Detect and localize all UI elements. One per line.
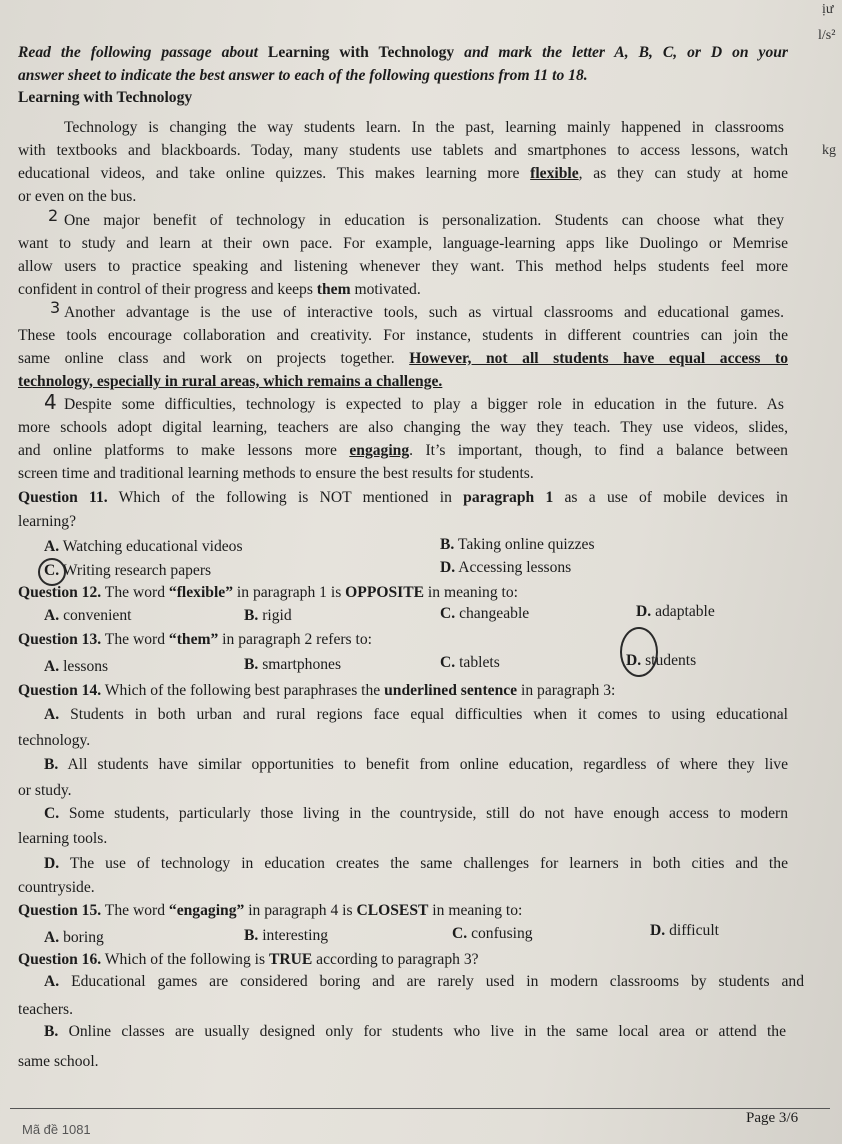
para3-line-3: same online class and work on projects together. However, not all students have equal access to	[18, 350, 788, 367]
para3-line-4: technology, especially in rural areas, which remains a challenge.	[18, 373, 443, 390]
word-flexible: flexible	[530, 165, 579, 182]
q13-option-a[interactable]: A. lessons	[44, 658, 109, 675]
margin-note-top-2: l/s²	[818, 28, 836, 43]
para4-line-2: more schools adopt digital learning, teachers are also changing the way they teach. They use videos, slides,	[18, 419, 788, 436]
q16-stem: Question 16. Which of the following is TRUE according to paragraph 3?	[18, 951, 479, 968]
q14-option-b[interactable]: B. All students have similar opportunities to benefit from online education, regardless of where they live	[44, 756, 788, 773]
margin-note-top: ịư	[822, 2, 834, 17]
para1-line-2: with textbooks and blackboards. Today, many students use tablets and smartphones to access lessons, watch	[18, 142, 788, 159]
q14-option-d-cont: countryside.	[18, 879, 95, 896]
para2-line-2: want to study and learn at their own pace. For example, language-learning apps like Duolingo or Memrise	[18, 235, 788, 252]
q12-option-b[interactable]: B. rigid	[244, 607, 292, 624]
q15-option-c[interactable]: C. confusing	[452, 925, 533, 942]
q14-option-a-cont: technology.	[18, 732, 91, 749]
para4-line-4: screen time and traditional learning methods to ensure the best results for students.	[18, 465, 534, 482]
underlined-sentence: However, not all students have equal access to	[409, 350, 788, 367]
passage-title: Learning with Technology	[18, 89, 193, 106]
q14-option-d[interactable]: D. The use of technology in education creates the same challenges for learners in both cities and the	[44, 855, 788, 872]
q14-option-c-cont: learning tools.	[18, 830, 108, 847]
q13-option-d[interactable]: D. students	[626, 652, 697, 669]
footer-divider	[10, 1108, 830, 1109]
q12-option-d[interactable]: D. adaptable	[636, 603, 715, 620]
para1-line-1: Technology is changing the way students learn. In the past, learning mainly happened in classrooms	[64, 119, 784, 136]
q11-option-d[interactable]: D. Accessing lessons	[440, 559, 572, 576]
q15-option-a[interactable]: A. boring	[44, 929, 104, 946]
page-number: Page 3/6	[746, 1110, 799, 1126]
q13-option-b[interactable]: B. smartphones	[244, 656, 342, 673]
para4-line-3: and online platforms to make lessons more engaging. It’s important, though, to find a balance between	[18, 442, 788, 459]
para4-line-1: Despite some difficulties, technology is expected to play a bigger role in education in the future. As	[64, 396, 784, 413]
q11-stem: Question 11. Which of the following is NOT mentioned in paragraph 1 as a use of mobile devices in	[18, 489, 788, 506]
q14-option-b-cont: or study.	[18, 782, 72, 799]
para2-line-3: allow users to practice speaking and listening whenever they want. This method helps students feel more	[18, 258, 788, 275]
q15-option-b[interactable]: B. interesting	[244, 927, 329, 944]
word-them: them	[316, 281, 351, 298]
q16-option-b-cont: same school.	[18, 1053, 99, 1070]
q11-option-b[interactable]: B. Taking online quizzes	[440, 536, 595, 553]
q12-option-a[interactable]: A. convenient	[44, 607, 132, 624]
para2-line-4: confident in control of their progress and keeps them motivated.	[18, 281, 421, 298]
word-engaging: engaging	[349, 442, 410, 459]
q16-option-a[interactable]: A. Educational games are considered boring and are rarely used in modern classrooms by students and	[44, 973, 804, 990]
q12-stem: Question 12. The word “flexible” in paragraph 1 is OPPOSITE in meaning to:	[18, 584, 519, 601]
margin-note-right: kg	[822, 143, 836, 158]
q13-stem: Question 13. The word “them” in paragraph 2 refers to:	[18, 631, 372, 648]
exam-code: Mã đề 1081	[22, 1122, 91, 1137]
para2-line-1: One major benefit of technology in education is personalization. Students can choose what they	[64, 212, 784, 229]
q12-option-c[interactable]: C. changeable	[440, 605, 530, 622]
para-number-2: 2	[48, 206, 59, 225]
para1-line-3: educational videos, and take online quizzes. This makes learning more flexible, as they can study at home	[18, 165, 788, 182]
q11-option-c[interactable]: C. Writing research papers	[44, 562, 212, 579]
para3-line-1: Another advantage is the use of interactive tools, such as virtual classrooms and educational games.	[64, 304, 784, 321]
q16-option-a-cont: teachers.	[18, 1001, 73, 1018]
q11-option-a[interactable]: A. Watching educational videos	[44, 538, 243, 555]
para1-line-4: or even on the bus.	[18, 188, 137, 205]
q15-option-d[interactable]: D. difficult	[650, 922, 720, 939]
q14-stem: Question 14. Which of the following best paraphrases the underlined sentence in paragraph 3:	[18, 682, 616, 699]
q14-option-c[interactable]: C. Some students, particularly those living in the countryside, still do not have enough access to modern	[44, 805, 788, 822]
instructions-line-1: Read the following passage about Learning with Technology and mark the letter A, B, C, or D on your	[18, 44, 788, 61]
q16-option-b[interactable]: B. Online classes are usually designed only for students who live in the same local area or attend the	[44, 1023, 786, 1040]
q15-stem: Question 15. The word “engaging” in paragraph 4 is CLOSEST in meaning to:	[18, 902, 523, 919]
q11-stem-2: learning?	[18, 513, 77, 530]
para3-line-2: These tools encourage collaboration and creativity. For instance, students in different countries can join the	[18, 327, 788, 344]
q14-option-a[interactable]: A. Students in both urban and rural regions face equal difficulties when it comes to using educational	[44, 706, 788, 723]
para-number-3: 3	[50, 298, 61, 317]
instructions-line-2: answer sheet to indicate the best answer to each of the following questions from 11 to 18.	[18, 67, 588, 84]
para-number-4: 4	[44, 390, 57, 414]
q13-option-c[interactable]: C. tablets	[440, 654, 500, 671]
